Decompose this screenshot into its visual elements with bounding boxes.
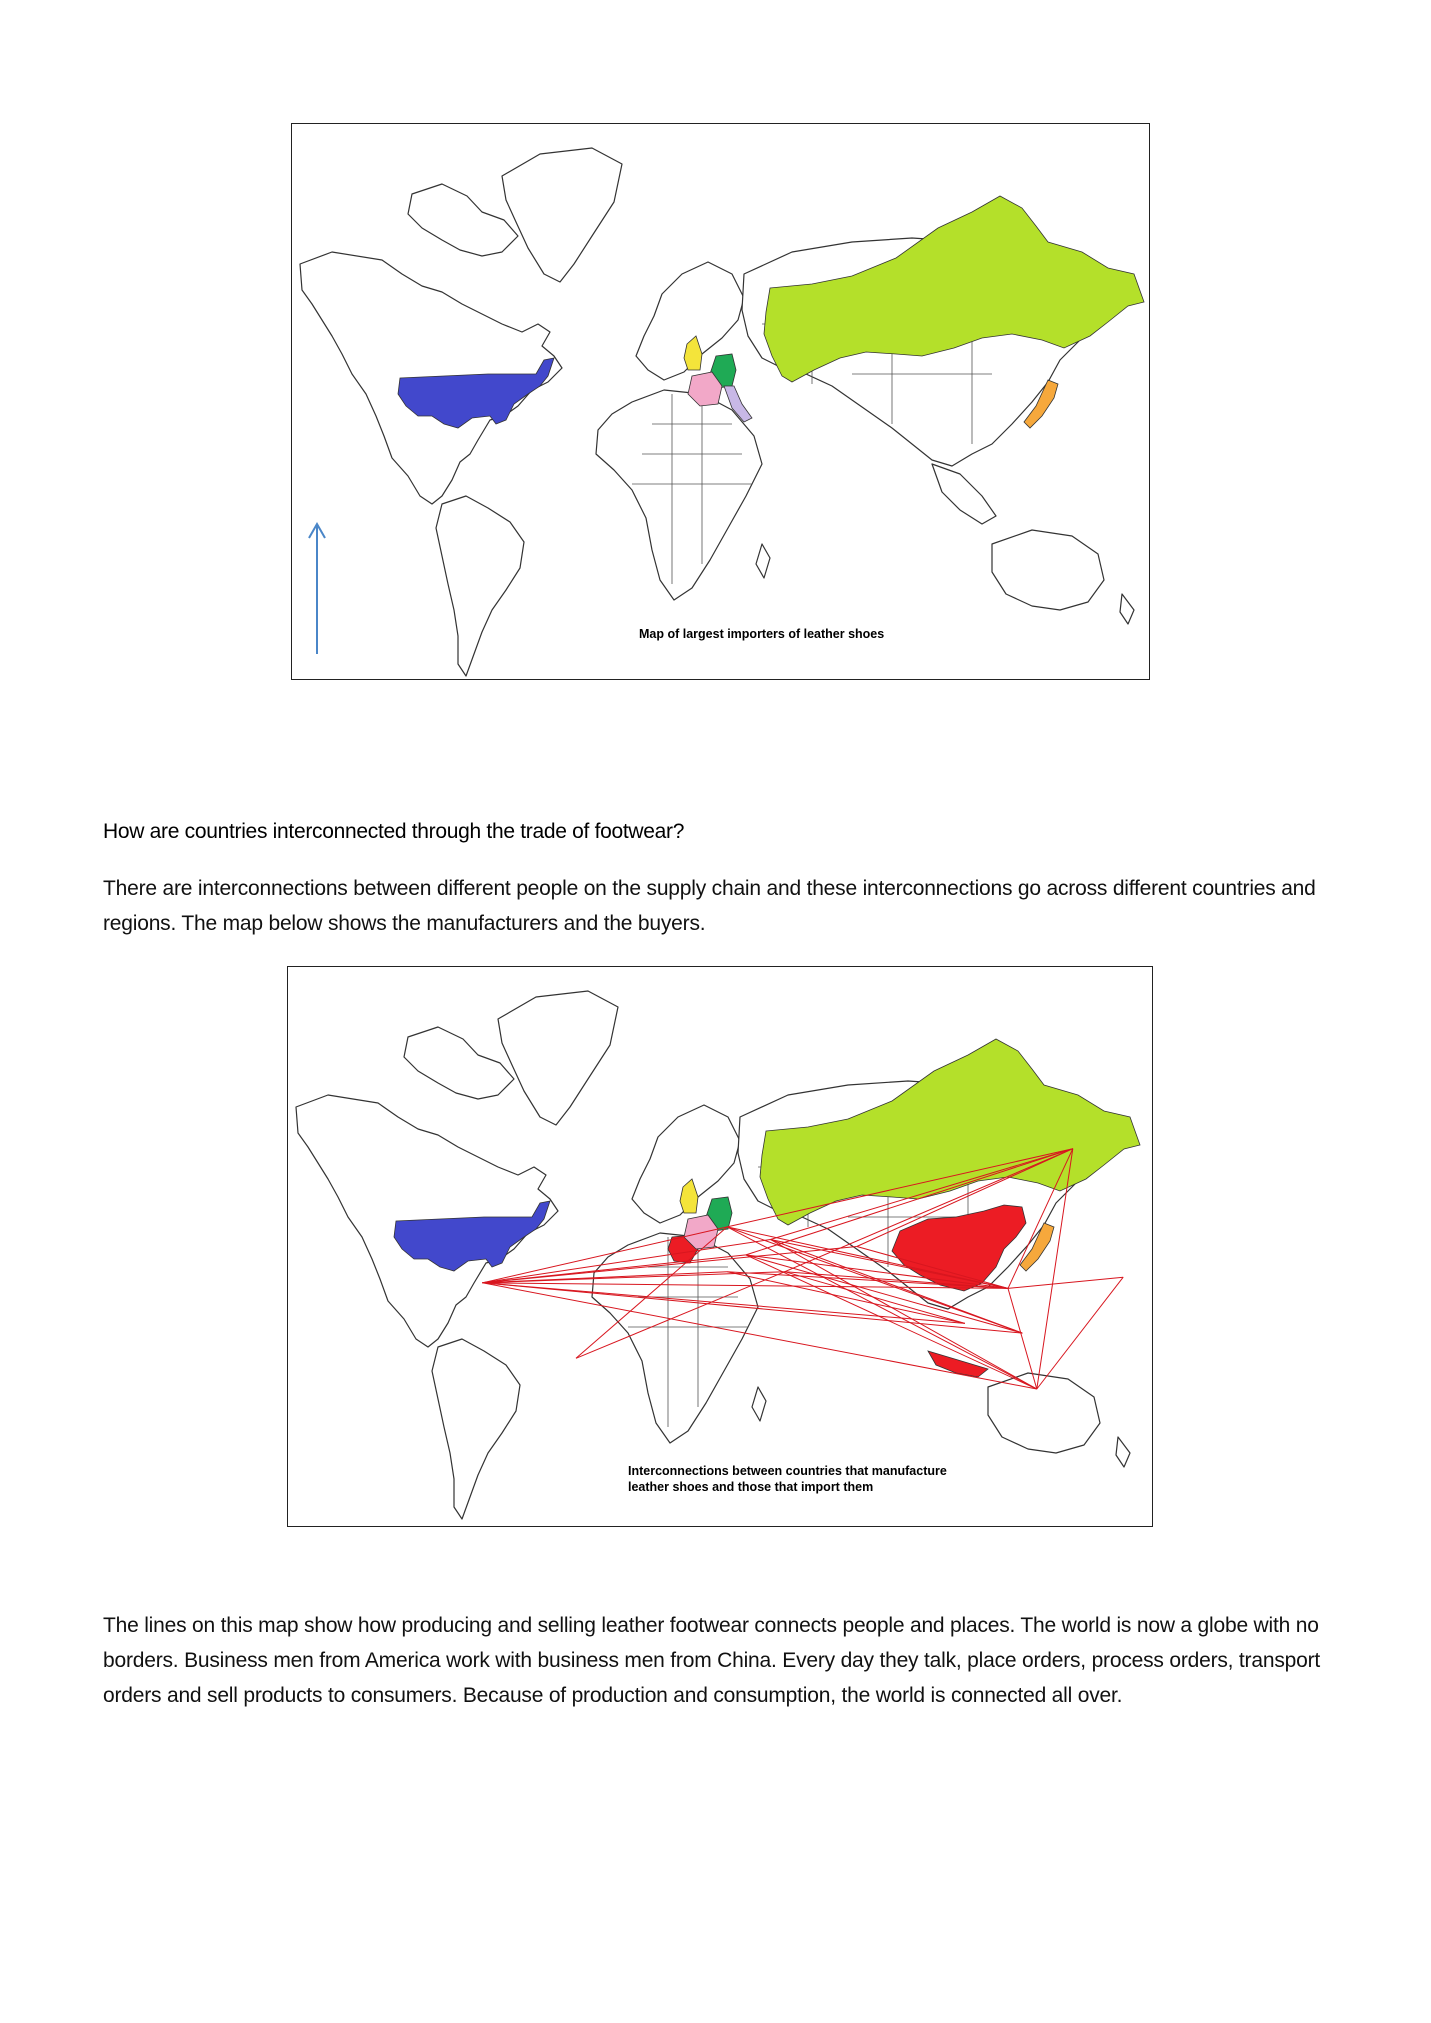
world-map-importers	[292, 124, 1149, 679]
madagascar	[756, 544, 770, 578]
south-america	[432, 1339, 520, 1519]
trade-line	[1008, 1277, 1123, 1288]
map1-caption: Map of largest importers of leather shoes	[639, 627, 885, 641]
africa	[596, 390, 762, 600]
southeast-asia	[932, 464, 996, 524]
importers-map	[291, 123, 1150, 680]
madagascar	[752, 1387, 766, 1421]
interconnections-map	[287, 966, 1153, 1527]
north-arrow	[309, 524, 325, 654]
canadian-arctic	[408, 184, 518, 256]
trade-line	[1037, 1277, 1123, 1389]
section-heading: How are countries interconnected through the trade of footwear?	[103, 820, 685, 843]
trade-line	[1008, 1288, 1037, 1389]
closing-paragraph: The lines on this map show how producing and selling leather footwear connects people and places. The world is now a globe with no borders. Business men from America work with business men from China. Every day they talk, place orders, process orders, transport orders and sell products to consumers. Because of production and consumption, the world is connected all over.	[103, 1614, 1320, 1707]
intro-paragraph: There are interconnections between different people on the supply chain and these interconnections go across different countries and regions. The map below shows the manufacturers and the buyers.	[103, 877, 1316, 935]
canadian-arctic	[404, 1027, 514, 1099]
australia	[988, 1373, 1100, 1453]
new-zealand	[1116, 1437, 1130, 1467]
map2-caption: Interconnections between countries that manufacture leather shoes and those that import them	[628, 1464, 947, 1494]
south-america	[436, 496, 524, 676]
new-zealand	[1120, 594, 1134, 624]
greenland	[498, 991, 618, 1125]
world-map-interconnections	[288, 967, 1152, 1526]
australia	[992, 530, 1104, 610]
indonesia-manufacturer	[928, 1351, 988, 1377]
greenland	[502, 148, 622, 282]
